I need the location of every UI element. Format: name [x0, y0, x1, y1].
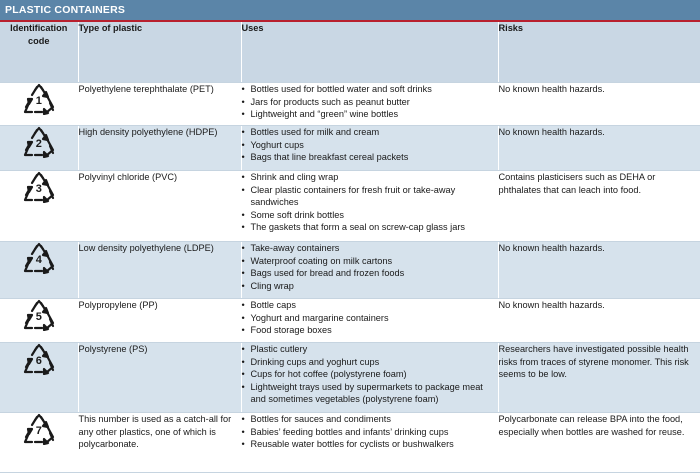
plastic-type-cell: Polyvinyl chloride (PVC) — [78, 171, 241, 242]
table-row — [0, 242, 700, 299]
risks-cell: Contains plasticisers such as DEHA or phthalates that can leach into food. — [498, 171, 700, 242]
list-item: • Bags that line breakfast cereal packets — [242, 151, 498, 164]
resin-code-number: 4 — [35, 254, 42, 266]
recycling-triangle-icon — [22, 413, 56, 445]
uses-list — [242, 83, 498, 121]
list-item: • Take-away containers — [242, 242, 498, 255]
plastic-type-cell: Polyethylene terephthalate (PET) — [78, 83, 241, 126]
list-item: • Clear plastic containers for fresh fruit or take-away sandwiches — [242, 184, 498, 209]
resin-code-number: 1 — [35, 95, 42, 107]
uses-cell — [241, 126, 498, 171]
uses-cell — [241, 171, 498, 242]
recycling-triangle-icon — [22, 242, 56, 274]
table-header-row — [0, 22, 700, 83]
uses-list — [242, 171, 498, 234]
title-bar — [0, 0, 700, 22]
identification-code-cell — [0, 413, 78, 473]
resin-code-number: 2 — [35, 138, 42, 150]
list-item: • Yoghurt and margarine containers — [242, 312, 498, 325]
risks-cell: No known health hazards. — [498, 126, 700, 171]
identification-code-cell — [0, 242, 78, 299]
plastic-type-cell: Low density polyethylene (LDPE) — [78, 242, 241, 299]
uses-list — [242, 413, 498, 451]
risks-cell: Polycarbonate can release BPA into the food, especially when bottles are washed for reuse. — [498, 413, 700, 473]
list-item: • Bags used for bread and frozen foods — [242, 267, 498, 280]
table-row — [0, 83, 700, 126]
risks-cell: No known health hazards. — [498, 83, 700, 126]
list-item: • Bottles for sauces and condiments — [242, 413, 498, 426]
column-header-type: Type of plastic — [78, 22, 241, 83]
recycling-triangle-icon — [22, 171, 56, 203]
list-item: • Food storage boxes — [242, 324, 498, 337]
resin-code-number: 7 — [35, 425, 42, 437]
recycling-triangle-icon — [22, 83, 56, 115]
risks-cell: Researchers have investigated possible health risks from traces of styrene monomer. This risk seems to be low. — [498, 343, 700, 413]
recycling-triangle-icon — [22, 299, 56, 331]
list-item: • Waterproof coating on milk cartons — [242, 255, 498, 268]
plastic-type-cell: Polystyrene (PS) — [78, 343, 241, 413]
uses-list — [242, 242, 498, 292]
list-item: • Bottles used for milk and cream — [242, 126, 498, 139]
plastic-type-cell: This number is used as a catch-all for any other plastics, one of which is polycarbonate. — [78, 413, 241, 473]
resin-code-number: 6 — [35, 355, 42, 367]
list-item: • Cups for hot coffee (polystyrene foam) — [242, 368, 498, 381]
uses-cell — [241, 242, 498, 299]
table-row — [0, 126, 700, 171]
resin-code-number: 5 — [35, 311, 42, 323]
recycling-triangle-icon — [22, 126, 56, 158]
list-item: • Lightweight trays used by supermarkets to package meat and sometimes vegetables (polystyrene foam) — [242, 381, 498, 406]
risks-cell: No known health hazards. — [498, 299, 700, 343]
uses-list — [242, 299, 498, 337]
uses-cell — [241, 299, 498, 343]
uses-cell — [241, 413, 498, 473]
list-item: • Reusable water bottles for cyclists or bushwalkers — [242, 438, 498, 451]
uses-list — [242, 343, 498, 406]
resin-code-number: 3 — [35, 183, 42, 195]
list-item: • Some soft drink bottles — [242, 209, 498, 222]
column-header-risks: Risks — [498, 22, 700, 83]
risks-cell: No known health hazards. — [498, 242, 700, 299]
table-row — [0, 413, 700, 473]
identification-code-cell — [0, 343, 78, 413]
column-header-code: Identification code — [0, 22, 78, 83]
identification-code-cell — [0, 299, 78, 343]
plastic-type-cell: Polypropylene (PP) — [78, 299, 241, 343]
list-item: • Lightweight and “green” wine bottles — [242, 108, 498, 121]
table-row — [0, 299, 700, 343]
list-item: • Bottle caps — [242, 299, 498, 312]
list-item: • Babies’ feeding bottles and infants’ drinking cups — [242, 426, 498, 439]
list-item: • Cling wrap — [242, 280, 498, 293]
list-item: • Bottles used for bottled water and soft drinks — [242, 83, 498, 96]
recycling-triangle-icon — [22, 343, 56, 375]
identification-code-cell — [0, 171, 78, 242]
uses-list — [242, 126, 498, 164]
list-item: • Plastic cutlery — [242, 343, 498, 356]
list-item: • Shrink and cling wrap — [242, 171, 498, 184]
list-item: • The gaskets that form a seal on screw-cap glass jars — [242, 221, 498, 234]
page-title: PLASTIC CONTAINERS — [5, 4, 126, 16]
uses-cell — [241, 343, 498, 413]
table-row — [0, 171, 700, 242]
plastic-type-cell: High density polyethylene (HDPE) — [78, 126, 241, 171]
plastics-table — [0, 22, 700, 473]
column-header-uses: Uses — [241, 22, 498, 83]
table-row — [0, 343, 700, 413]
list-item: • Drinking cups and yoghurt cups — [242, 356, 498, 369]
list-item: • Jars for products such as peanut butter — [242, 96, 498, 109]
uses-cell — [241, 83, 498, 126]
identification-code-cell — [0, 126, 78, 171]
list-item: • Yoghurt cups — [242, 139, 498, 152]
identification-code-cell — [0, 83, 78, 126]
